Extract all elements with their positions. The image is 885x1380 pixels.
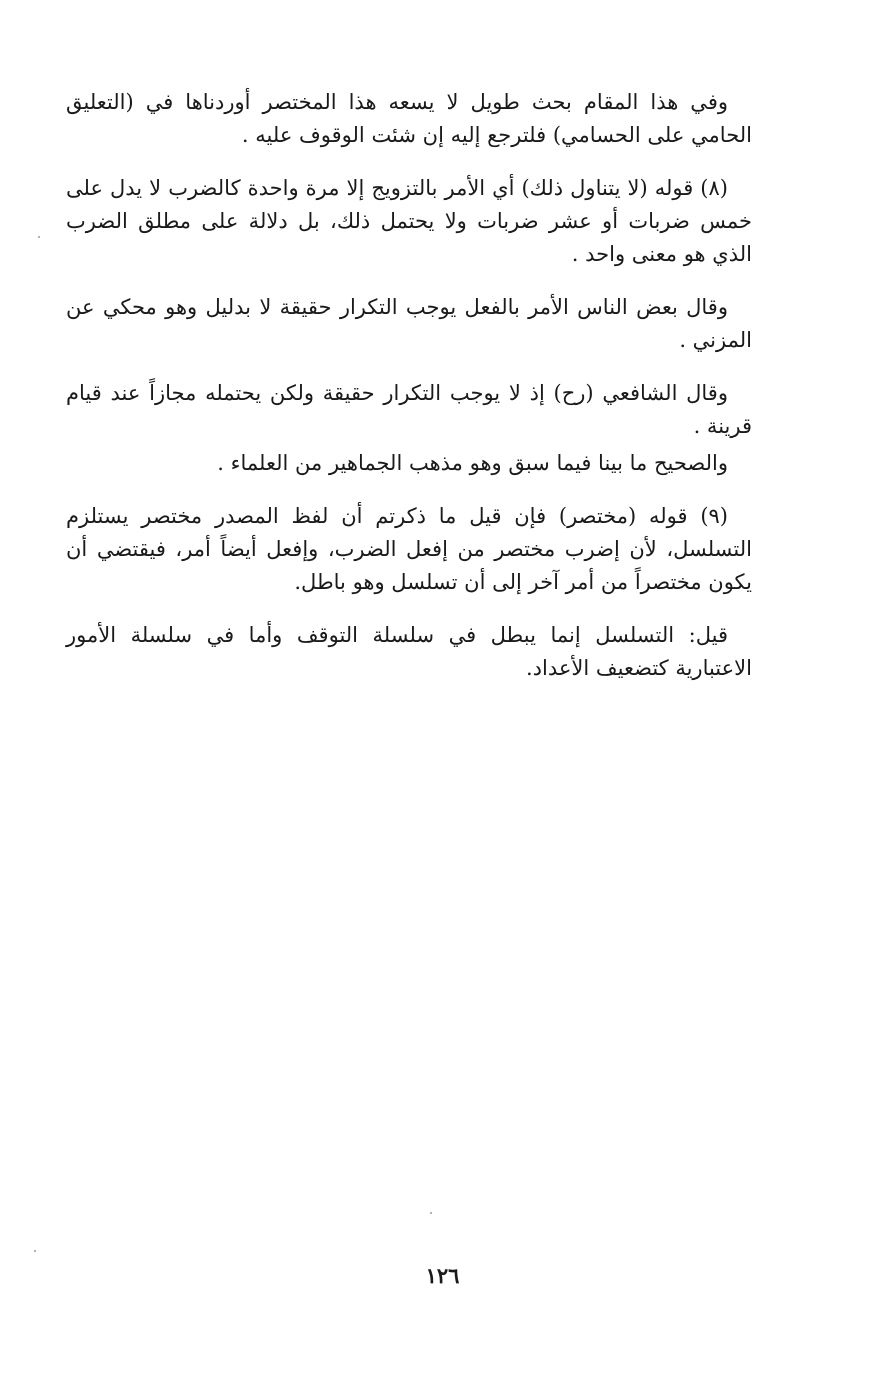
scan-speck	[34, 1250, 36, 1252]
note-9: (٩) قوله (مختصر) فإن قيل ما ذكرتم أن لفظ المصدر مختصر يستلزم التسلسل، لأن إضرب مختصر من إفعل الضرب، وإفعل أيضاً أمر، فيقتضي أن يكون مختصراً من أمر آخر إلى أن تسلسل وهو باطل.	[66, 504, 752, 594]
page-number: ١٢٦	[425, 1263, 460, 1288]
body-text	[66, 86, 752, 705]
scan-speck	[430, 1212, 432, 1214]
paragraph-some-people: وقال بعض الناس الأمر بالفعل يوجب التكرار حقيقة لا بدليل وهو محكي عن المزني .	[66, 295, 752, 352]
paragraph-answer: قيل: التسلسل إنما يبطل في سلسلة التوقف وأما في سلسلة الأمور الاعتبارية كتضعيف الأعداد.	[66, 623, 752, 680]
scan-speck	[38, 236, 40, 238]
paragraph-shafii: وقال الشافعي (رح) إذ لا يوجب التكرار حقيقة ولكن يحتمله مجازاً عند قيام قرينة .	[66, 381, 752, 438]
paragraph-intro: وفي هذا المقام بحث طويل لا يسعه هذا المختصر أوردناها في (التعليق الحامي على الحسامي) فلترجع إليه إن شئت الوقوف عليه .	[66, 90, 752, 147]
note-8: (٨) قوله (لا يتناول ذلك) أي الأمر بالتزويج إلا مرة واحدة كالضرب لا يدل على خمس ضربات أو عشر ضربات ولا يحتمل ذلك، بل دلالة على مطلق الضرب الذي هو معنى واحد .	[66, 176, 752, 266]
paragraph-correct-view: والصحيح ما بينا فيما سبق وهو مذهب الجماهير من العلماء .	[217, 451, 728, 475]
